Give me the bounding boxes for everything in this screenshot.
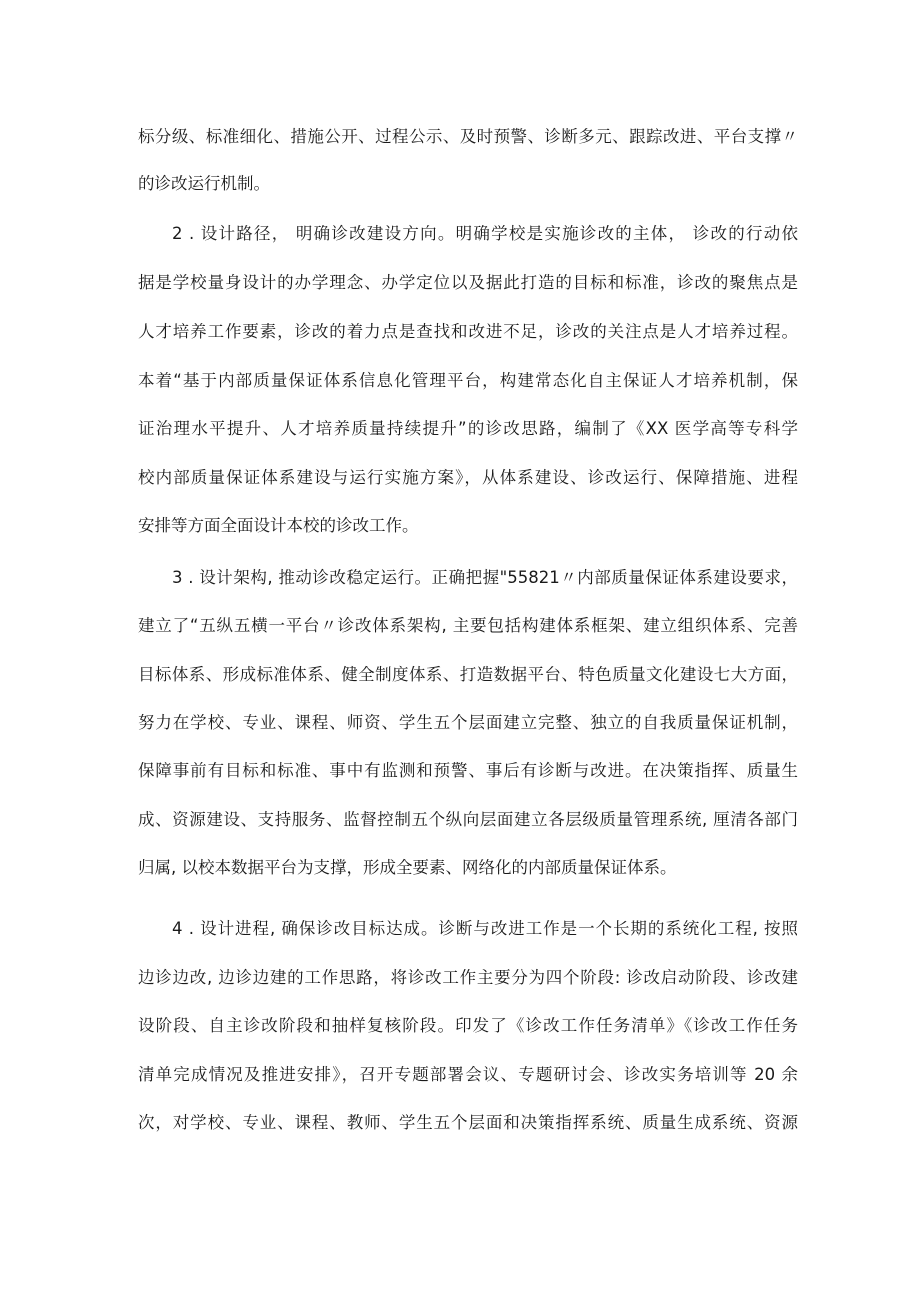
- text-line: 3 . 设计架构, 推动诊改稳定运行。正确把握"55821〃内部质量保证体系建设要求，: [172, 568, 798, 587]
- text-line: 本着“基于内部质量保证体系信息化管理平台，构建常态化自主保证人才培养机制，保: [138, 371, 798, 390]
- text-line: 保障事前有目标和标准、事中有监测和预警、事后有诊断与改进。在决策指挥、质量生: [138, 761, 798, 780]
- text-line: 4 . 设计进程, 确保诊改目标达成。诊断与改进工作是一个长期的系统化工程, 按照: [172, 919, 798, 938]
- text-line: 努力在学校、专业、课程、师资、学生五个层面建立完整、独立的自我质量保证机制，: [138, 713, 798, 732]
- text-line: 安排等方面全面设计本校的诊改工作。: [138, 516, 419, 535]
- text-line: 据是学校量身设计的办学理念、办学定位以及据此打造的目标和标准，诊改的聚焦点是: [138, 273, 798, 292]
- text-line: 目标体系、形成标准体系、健全制度体系、打造数据平台、特色质量文化建设七大方面，: [138, 665, 798, 684]
- text-line: 建立了“五纵五横一平台〃诊改体系架构, 主要包括构建体系框架、建立组织体系、完善: [138, 616, 798, 635]
- text-line: 标分级、标准细化、措施公开、过程公示、及时预警、诊断多元、跟踪改进、平台支撑〃: [138, 127, 798, 146]
- text-line: 2 . 设计路径， 明确诊改建设方向。明确学校是实施诊改的主体， 诊改的行动依: [172, 224, 798, 243]
- text-line: 归属, 以校本数据平台为支撑，形成全要素、网络化的内部质量保证体系。: [138, 858, 677, 877]
- text-line: 证治理水平提升、人才培养质量持续提升”的诊改思路，编制了《XX 医学高等专科学: [138, 419, 798, 438]
- text-line: 设阶段、自主诊改阶段和抽样复核阶段。印发了《诊改工作任务清单》《诊改工作任务: [138, 1016, 798, 1035]
- text-line: 的诊改运行机制。: [138, 174, 270, 193]
- text-line: 成、资源建设、支持服务、监督控制五个纵向层面建立各层级质量管理系统, 厘清各部门: [138, 810, 798, 829]
- text-line: 次，对学校、专业、课程、教师、学生五个层面和决策指挥系统、质量生成系统、资源: [138, 1113, 798, 1132]
- text-line: 人才培养工作要素，诊改的着力点是查找和改进不足，诊改的关注点是人才培养过程。: [138, 322, 798, 341]
- text-line: 边诊边改, 边诊边建的工作思路，将诊改工作主要分为四个阶段: 诊改启动阶段、诊改建: [138, 968, 798, 987]
- text-line: 校内部质量保证体系建设与运行实施方案》，从体系建设、诊改运行、保障措施、进程: [138, 468, 798, 487]
- text-line: 清单完成情况及推进安排》，召开专题部署会议、专题研讨会、诊改实务培训等 20 余: [138, 1065, 798, 1084]
